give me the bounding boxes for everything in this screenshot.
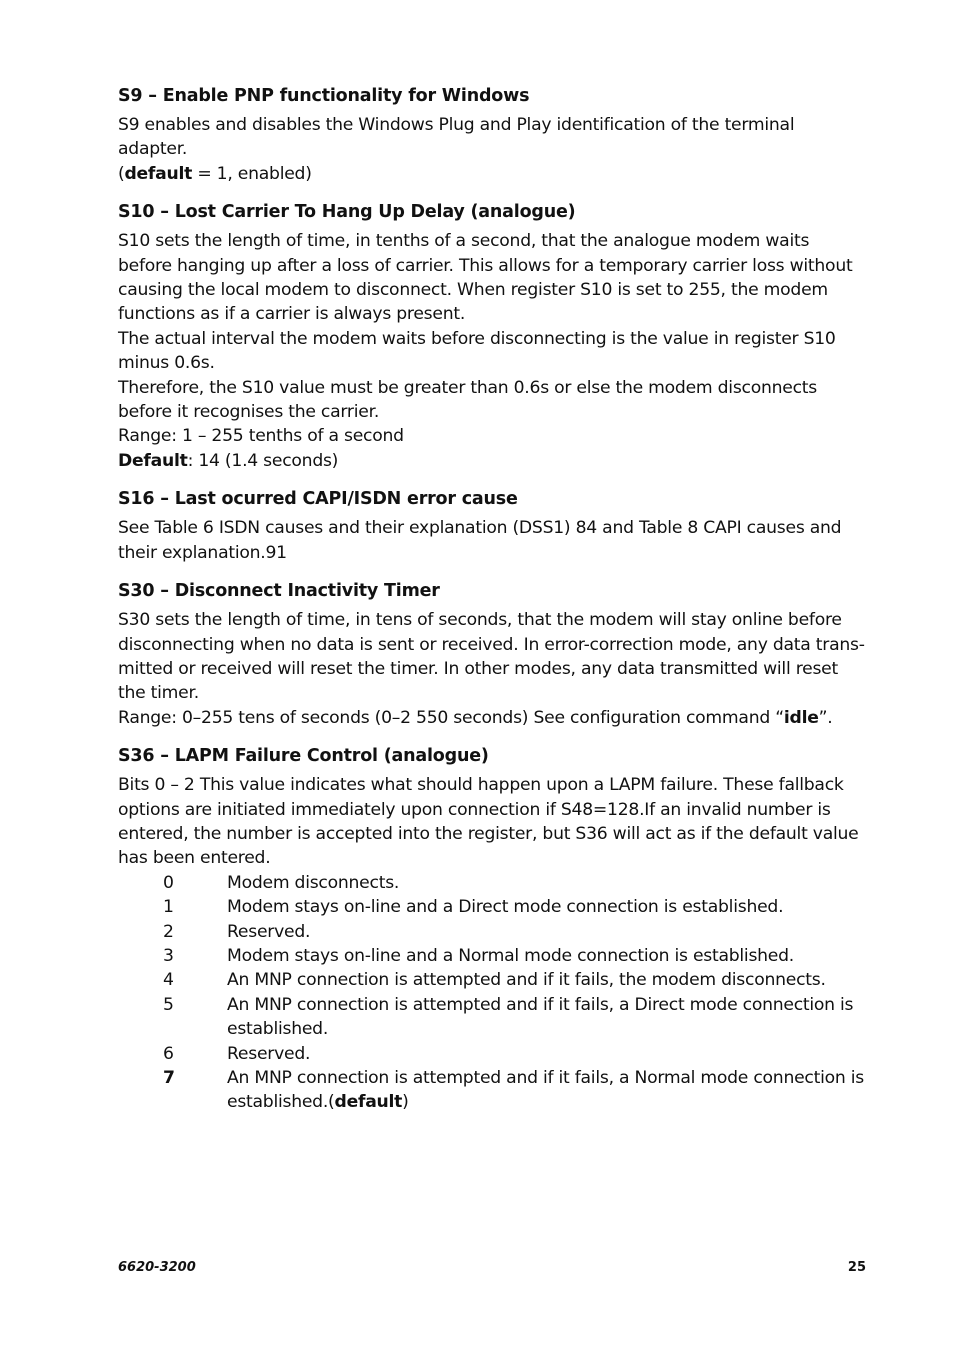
option-text: Reserved. <box>227 1043 311 1064</box>
option-text-body: An MNP connection is attempted and if it fails, a Normal mode connection is established.( <box>227 1068 864 1113</box>
s10-default <box>118 449 868 473</box>
option-text: Modem stays on-line and a Direct mode connection is established. <box>227 897 784 918</box>
list-item <box>118 968 868 992</box>
option-text-suffix: ) <box>402 1092 409 1113</box>
option-number: 0 <box>163 872 174 893</box>
s10-description: S10 sets the length of time, in tenths of a second, that the analogue modem waits before hanging up after a loss of carrier. This allows for a temporary carrier loss without causing the local modem to disconnect. When register S10 is set to 255, the modem functions as if a carrier is always present. <box>118 231 853 325</box>
list-item <box>118 871 868 895</box>
option-number: 3 <box>163 945 174 966</box>
s30-range-close: ”. <box>818 707 833 728</box>
option-text: Reserved. <box>227 921 311 942</box>
s9-default-label: default <box>124 163 193 184</box>
s10-interval: The actual interval the modem waits before disconnecting is the value in register S10 minus 0.6s. <box>118 328 836 374</box>
s30-heading: S30 – Disconnect Inactivity Timer <box>118 581 440 602</box>
page-content <box>118 84 868 1129</box>
option-number: 1 <box>163 897 174 918</box>
section-s9 <box>118 84 868 186</box>
option-number: 6 <box>163 1043 174 1064</box>
page-footer <box>118 1260 866 1275</box>
s36-heading: S36 – LAPM Failure Control (analogue) <box>118 746 489 767</box>
list-item <box>118 895 868 919</box>
list-item <box>118 1042 868 1066</box>
option-number: 5 <box>163 994 174 1015</box>
option-text: Modem disconnects. <box>227 872 400 893</box>
option-number: 4 <box>163 970 174 991</box>
s9-default-value: = 1, enabled) <box>192 163 312 184</box>
section-s36 <box>118 744 868 1115</box>
option-text: An MNP connection is attempted and if it fails, the modem disconnects. <box>227 970 826 991</box>
s10-default-label: Default <box>118 450 188 471</box>
list-item <box>118 1066 868 1115</box>
option-text <box>227 1066 868 1115</box>
s30-range-text: Range: 0–255 tens of seconds (0–2 550 seconds) See configuration command “ <box>118 707 784 728</box>
page-number: 25 <box>847 1260 866 1275</box>
option-text: Modem stays on-line and a Normal mode connection is established. <box>227 945 795 966</box>
s9-default-open: ( <box>118 163 125 184</box>
list-item <box>118 920 868 944</box>
s10-range: Range: 1 – 255 tenths of a second <box>118 426 404 447</box>
s9-text: S9 enables and disables the Windows Plug and Play identification of the terminal adapter. <box>118 115 795 160</box>
option-number-default: 7 <box>163 1068 175 1088</box>
s30-description: S30 sets the length of time, in tens of seconds, that the modem will stay online before disconnecting when no data is sent or received. In error-correction mode, any data trans-mitted or received will reset the timer. In other modes, any data transmitted will reset the timer. <box>118 610 865 704</box>
s10-note: Therefore, the S10 value must be greater than 0.6s or else the modem disconnects before it recognises the carrier. <box>118 377 817 423</box>
s10-default-value: : 14 (1.4 seconds) <box>187 450 339 471</box>
s30-idle-command: idle <box>783 707 819 728</box>
option-default-label: default <box>334 1092 403 1113</box>
section-s10 <box>118 200 868 473</box>
s16-heading: S16 – Last ocurred CAPI/ISDN error cause <box>118 489 518 510</box>
list-item <box>118 944 868 968</box>
s36-options-list <box>118 871 868 1115</box>
section-s16 <box>118 487 868 565</box>
s9-description <box>118 113 868 186</box>
section-s30 <box>118 579 868 730</box>
s30-range <box>118 706 868 730</box>
s16-description: See Table 6 ISDN causes and their explanation (DSS1) 84 and Table 8 CAPI causes and their explanation.91 <box>118 518 842 563</box>
s10-heading: S10 – Lost Carrier To Hang Up Delay (analogue) <box>118 202 576 223</box>
option-text: An MNP connection is attempted and if it fails, a Direct mode connection is established. <box>227 994 854 1040</box>
s9-heading: S9 – Enable PNP functionality for Windows <box>118 86 530 106</box>
document-number: 6620-3200 <box>118 1260 196 1275</box>
option-number: 2 <box>163 921 174 942</box>
s36-description: Bits 0 – 2 This value indicates what should happen upon a LAPM failure. These fallback options are initiated immediately upon connection if S48=128.If an invalid number is entered, the number is accepted into the register, but S36 will act as if the default value has been entered. <box>118 775 859 869</box>
list-item <box>118 993 868 1042</box>
